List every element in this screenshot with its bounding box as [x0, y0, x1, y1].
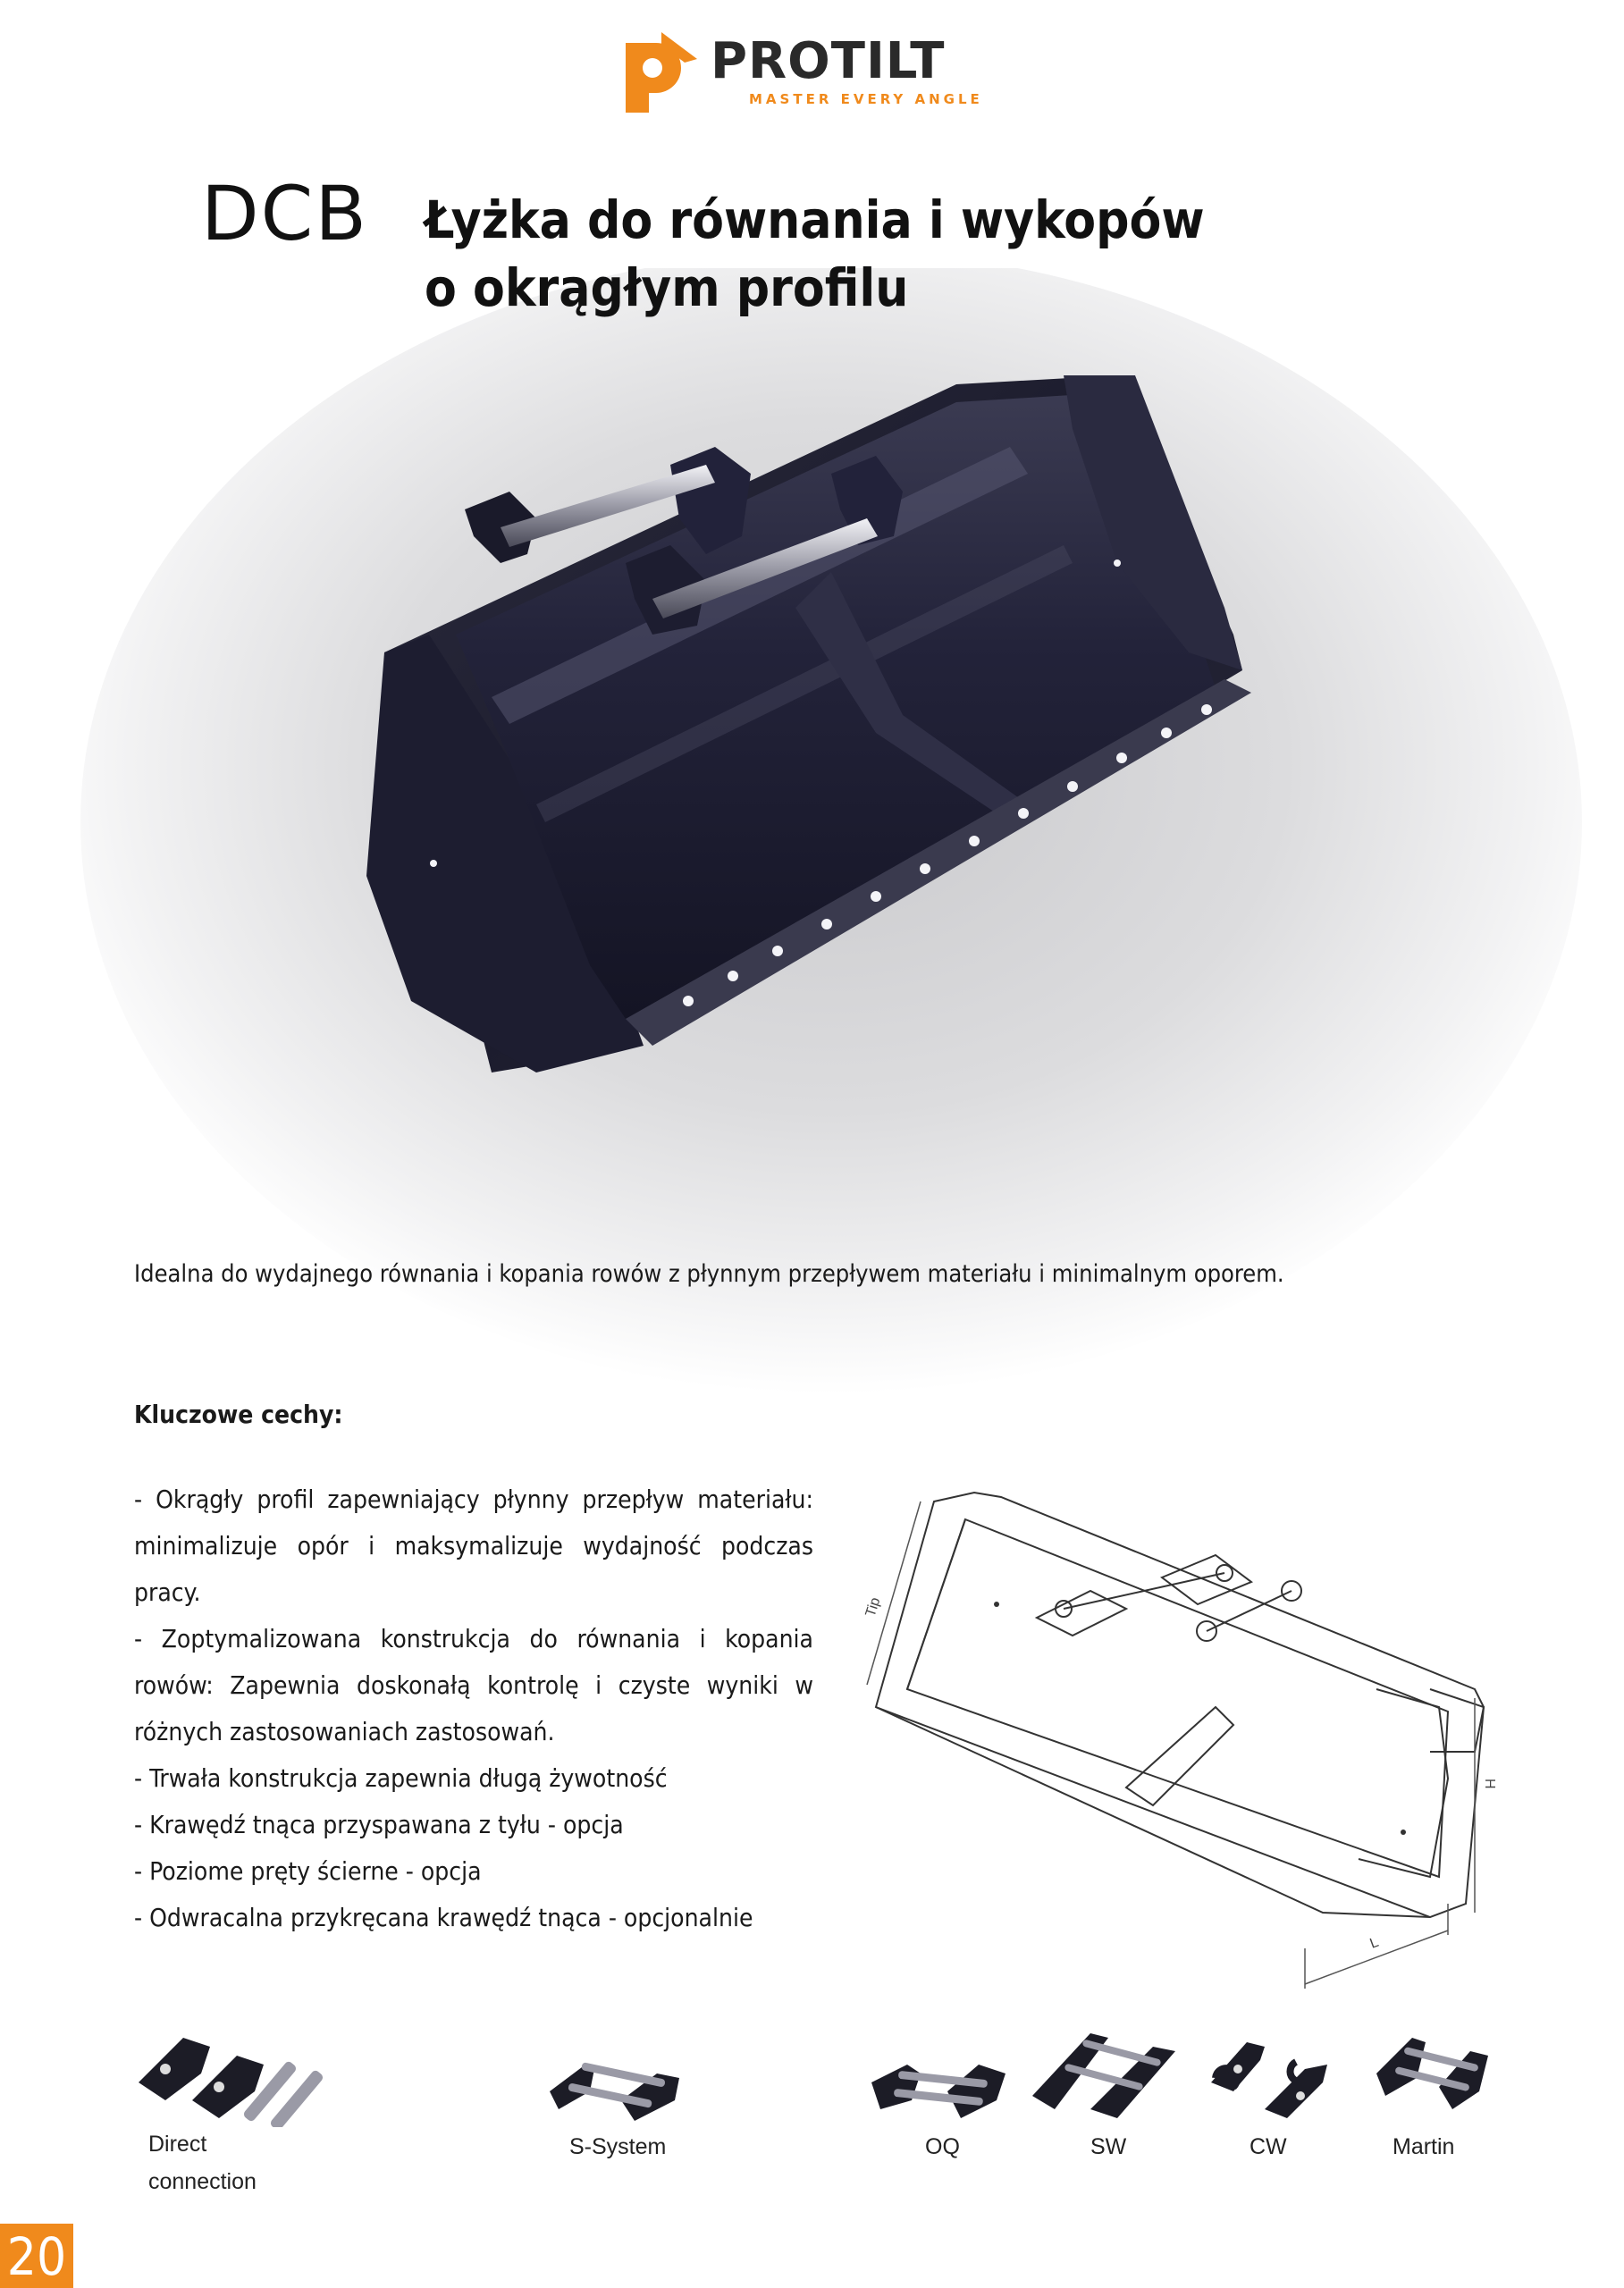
- direct-connection-icon: [130, 2020, 353, 2127]
- page-title-line-2: o okrągłym profilu: [425, 257, 909, 318]
- features-heading: Kluczowe cechy:: [134, 1400, 343, 1429]
- martin-icon: [1372, 2029, 1493, 2118]
- intro-text: Idealna do wydajnego równania i kopania rowów z płynnym przepływem materiału i minimalnym oporem.: [134, 1260, 1284, 1288]
- martin-label: Martin: [1393, 2134, 1455, 2159]
- dcb-bucket-image: [331, 340, 1323, 1108]
- page-title-line-1: Łyżka do równania i wykopów: [425, 189, 1205, 250]
- dim-tip-label: Tip: [862, 1595, 884, 1619]
- model-code: DCB: [201, 170, 368, 257]
- features-list: [134, 1476, 813, 1941]
- s-system-label: S-System: [569, 2134, 667, 2159]
- sw-icon: [1028, 2024, 1189, 2123]
- feature-item: - Krawędź tnąca przyspawana z tyłu - opcja: [134, 1810, 624, 1839]
- feature-item: - Zoptymalizowana konstrukcja do równania i kopania rowów: Zapewnia doskonałą kontrolę i czyste wyniki w różnych zastosowaniach zastosowań.: [134, 1624, 813, 1746]
- feature-item: - Poziome pręty ścierne - opcja: [134, 1856, 482, 1886]
- feature-item: - Okrągły profil zapewniający płynny przepływ materiału: minimalizuje opór i maksymalizuje wydajność podczas pracy.: [134, 1485, 813, 1607]
- sw-label: SW: [1090, 2134, 1127, 2159]
- dim-h-label: H: [1482, 1779, 1497, 1789]
- direct-connection-label: [148, 2125, 309, 2200]
- s-system-icon: [545, 2051, 688, 2123]
- feature-item: - Trwała konstrukcja zapewnia długą żywotność: [134, 1763, 668, 1793]
- oq-label: OQ: [925, 2134, 960, 2159]
- cw-icon: [1202, 2029, 1336, 2123]
- direct-connection-label-line-2: connection: [148, 2169, 257, 2194]
- feature-item: - Odwracalna przykręcana krawędź tnąca - opcjonalnie: [134, 1903, 753, 1932]
- oq-icon: [871, 2047, 1014, 2123]
- page-number: 20: [6, 2226, 67, 2287]
- direct-connection-label-line-1: Direct: [148, 2132, 207, 2157]
- cw-label: CW: [1250, 2134, 1287, 2159]
- dim-l-label: L: [1367, 1934, 1381, 1952]
- bucket-line-drawing: [858, 1484, 1502, 2020]
- brand-tagline: MASTER EVERY ANGLE: [749, 91, 983, 107]
- brand-name: PROTILT: [711, 32, 946, 90]
